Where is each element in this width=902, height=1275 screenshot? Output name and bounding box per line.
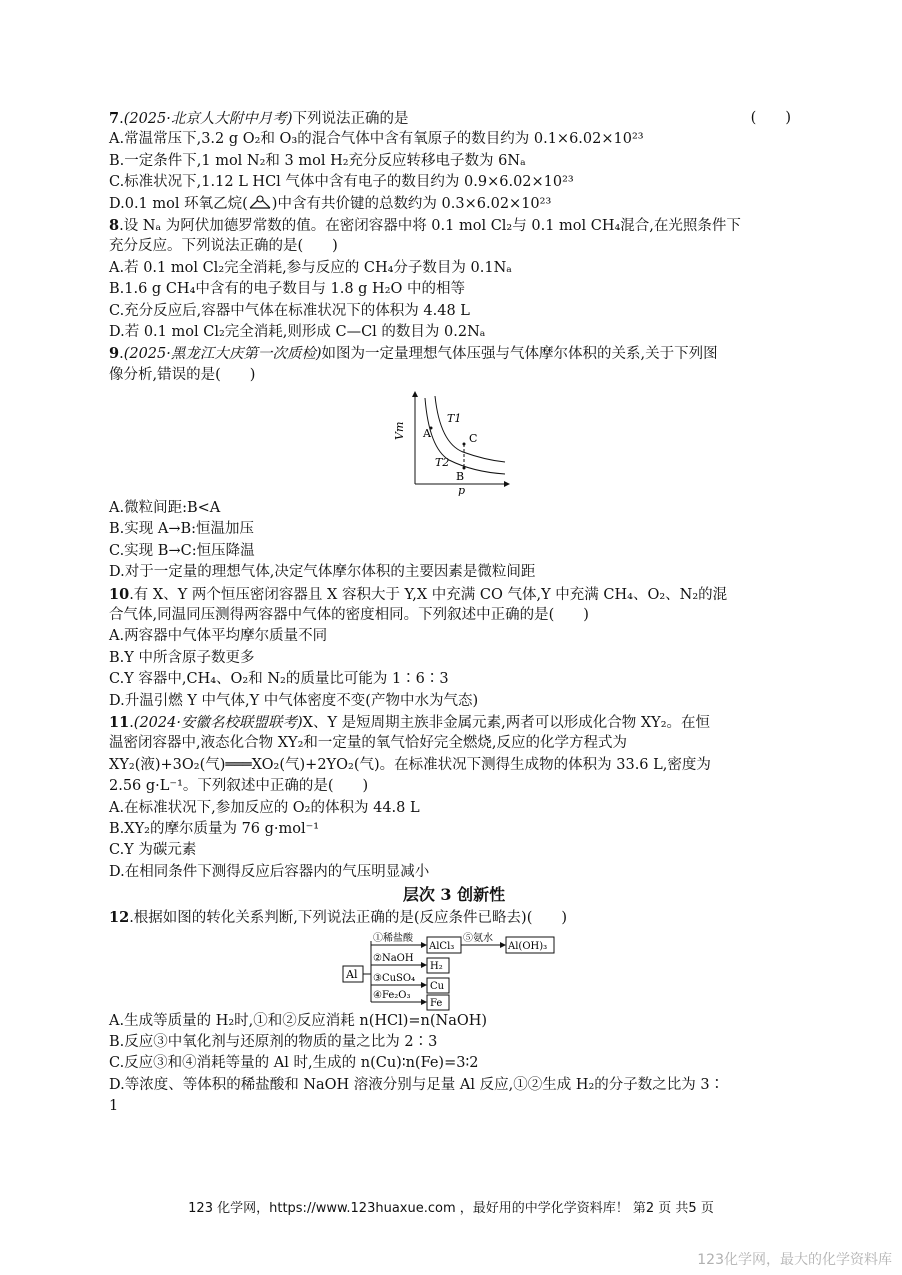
q11-option-d: D.在相同条件下测得反应后容器内的气压明显减小	[109, 863, 430, 880]
q7-option-d-pre: D.0.1 mol 环氧乙烷(	[109, 195, 248, 212]
q9-stem-line2: 像分析,错误的是( )	[109, 366, 256, 383]
q7-option-c: C.标准状况下,1.12 L HCl 气体中含有电子的数目约为 0.9×6.02×10²³	[109, 174, 574, 191]
q8-option-a: A.若 0.1 mol Cl₂完全消耗,参与反应的 CH₄分子数目为 0.1Nₐ	[109, 259, 512, 276]
q12-stem-text: 根据如图的转化关系判断,下列说法正确的是(反应条件已略去)( )	[133, 910, 568, 927]
epoxide-structure-icon	[248, 194, 272, 210]
product-2: H₂	[430, 960, 443, 972]
q10-stem-line2: 合气体,同温同压测得两容器中气体的密度相同。下列叙述中正确的是( )	[109, 607, 589, 624]
q8-option-c: C.充分反应后,容器中气体在标准状况下的体积为 4.48 L	[109, 302, 470, 319]
q7-number: 7	[109, 110, 120, 127]
product-5: Al(OH)₃	[508, 940, 548, 952]
q7-option-a: A.常温常压下,3.2 g O₂和 O₃的混合气体中含有氧原子的数目约为 0.1×6.02×10²³	[109, 131, 644, 148]
q9-option-c: C.实现 B→C:恒压降温	[109, 542, 255, 559]
q10-option-a: A.两容器中气体平均摩尔质量不同	[109, 628, 328, 645]
q8-option-b: B.1.6 g CH₄中含有的电子数目与 1.8 g H₂O 中的相等	[109, 281, 465, 298]
graph-y-label: Vm	[393, 421, 406, 441]
q7-option-d	[109, 194, 799, 215]
reagent-4: ④Fe₂O₃	[373, 989, 411, 1001]
page-content	[109, 108, 799, 1117]
q10-option-c: C.Y 容器中,CH₄、O₂和 N₂的质量比可能为 1∶6∶3	[109, 671, 449, 688]
q11-number: 11	[109, 713, 130, 731]
product-4: Fe	[430, 997, 443, 1009]
q11-option-a: A.在标准状况下,参加反应的 O₂的体积为 44.8 L	[109, 799, 420, 816]
q12-option-d: D.等浓度、等体积的稀盐酸和 NaOH 溶液分别与足量 Al 反应,①②生成 H₂的分子数之比为 3∶	[109, 1076, 725, 1093]
point-c-mark	[463, 443, 466, 446]
q12-stem: 12.根据如图的转化关系判断,下列说法正确的是(反应条件已略去)( )	[109, 909, 568, 927]
q7-source: (2025·北京人大附中月考)	[123, 111, 293, 127]
label-t2: T2	[435, 456, 450, 470]
q10-stem-line1: 10.有 X、Y 两个恒压密闭容器且 X 容积大于 Y,X 中充满 CO 气体,Y 中充满 CH₄、O₂、N₂的混	[109, 585, 728, 603]
q9-figure	[109, 386, 799, 498]
q12-option-a: A.生成等质量的 H₂时,①和②反应消耗 n(HCl)=n(NaOH)	[109, 1012, 488, 1029]
q11-equation: XY₂(液)+3O₂(气)═══XO₂(气)+2YO₂(气)。在标准状况下测得生成物的体积为 33.6 L,密度为	[109, 756, 711, 773]
q11-source: (2024·安徽名校联盟联考)	[133, 714, 303, 731]
q9-stem-text: 如图为一定量理想气体压强与气体摩尔体积的关系,关于下列图	[321, 346, 718, 363]
label-a: A	[423, 427, 431, 441]
reagent-5: ⑤氨水	[463, 932, 493, 944]
curve-t1	[435, 396, 505, 462]
reagent-3: ③CuSO₄	[373, 972, 416, 984]
q8-number: 8	[109, 216, 120, 234]
q9-number: 9	[109, 345, 120, 363]
graph-x-label: p	[458, 484, 466, 497]
q7-option-b: B.一定条件下,1 mol N₂和 3 mol H₂充分反应转移电子数为 6Nₐ	[109, 152, 526, 169]
watermark: 123化学网，最大的化学资料库	[697, 1252, 892, 1268]
q10-stem-text: 有 X、Y 两个恒压密闭容器且 X 容积大于 Y,X 中充满 CO 气体,Y 中充满 CH₄、O₂、N₂的混	[133, 586, 728, 603]
q9-option-d: D.对于一定量的理想气体,决定气体摩尔体积的主要因素是微粒间距	[109, 564, 536, 581]
label-al: Al	[346, 967, 358, 981]
q7-stem-text: 下列说法正确的是	[292, 111, 409, 127]
q9-stem-line1: 9.(2025·黑龙江大庆第一次质检)如图为一定量理想气体压强与气体摩尔体积的关系,关于下列图	[109, 345, 718, 363]
q10-option-b: B.Y 中所含原子数更多	[109, 649, 255, 666]
vm-p-graph	[385, 388, 515, 496]
product-3: Cu	[430, 980, 445, 992]
reagent-2: ②NaOH	[373, 952, 414, 964]
q11-option-c: C.Y 为碳元素	[109, 842, 197, 859]
q8-stem-line1: 8.设 Nₐ 为阿伏加德罗常数的值。在密闭容器中将 0.1 mol Cl₂与 0.1 mol CH₄混合,在光照条件下	[109, 216, 741, 234]
q9-source: (2025·黑龙江大庆第一次质检)	[123, 346, 322, 363]
q7-answer-bracket: ( )	[750, 110, 791, 126]
q8-stem-text: 设 Nₐ 为阿伏加德罗常数的值。在密闭容器中将 0.1 mol Cl₂与 0.1 mol CH₄混合,在光照条件下	[123, 217, 741, 234]
q7-stem: 7.(2025·北京人大附中月考)下列说法正确的是 ( )	[109, 108, 799, 129]
q9-option-a: A.微粒间距:B<A	[109, 500, 221, 517]
q12-option-b: B.反应③中氧化剂与还原剂的物质的量之比为 2∶3	[109, 1033, 438, 1050]
q11-stem-line2: 温密闭容器中,液态化合物 XY₂和一定量的氧气恰好完全燃烧,反应的化学方程式为	[109, 735, 628, 752]
al-conversion-diagram	[341, 931, 571, 1011]
q12-number: 12	[109, 909, 130, 927]
reagent-1: ①稀盐酸	[373, 932, 413, 944]
label-c: C	[469, 432, 478, 446]
q12-option-d-cont: 1	[109, 1098, 119, 1115]
page-footer: 123 化学网，https://www.123huaxue.com ，最好用的中学化学资料库！ 第2 页 共5 页	[188, 1201, 714, 1216]
q11-option-b: B.XY₂的摩尔质量为 76 g·mol⁻¹	[109, 820, 320, 837]
q10-option-d: D.升温引燃 Y 中气体,Y 中气体密度不变(产物中水为气态)	[109, 692, 479, 709]
q11-stem-line4: 2.56 g·L⁻¹。下列叙述中正确的是( )	[109, 778, 369, 795]
q10-number: 10	[109, 585, 130, 603]
product-1: AlCl₃	[429, 940, 455, 952]
q8-stem-line2: 充分反应。下列说法正确的是( )	[109, 238, 338, 255]
q12-figure	[109, 929, 799, 1011]
q9-option-b: B.实现 A→B:恒温加压	[109, 521, 255, 538]
q11-stem-line1: 11.(2024·安徽名校联盟联考)X、Y 是短周期主族非金属元素,两者可以形成化合物 XY₂。在恒	[109, 713, 711, 731]
label-t1: T1	[447, 412, 462, 426]
label-b: B	[456, 470, 465, 484]
q11-stem-text: X、Y 是短周期主族非金属元素,两者可以形成化合物 XY₂。在恒	[302, 714, 711, 731]
q7-option-d-post: )中含有共价键的总数约为 0.3×6.02×10²³	[271, 195, 552, 212]
q12-option-c: C.反应③和④消耗等量的 Al 时,生成的 n(Cu)∶n(Fe)=3∶2	[109, 1055, 479, 1072]
section-heading: 层次 3 创新性	[402, 885, 506, 905]
q8-option-d: D.若 0.1 mol Cl₂完全消耗,则形成 C—Cl 的数目为 0.2Nₐ	[109, 323, 486, 340]
